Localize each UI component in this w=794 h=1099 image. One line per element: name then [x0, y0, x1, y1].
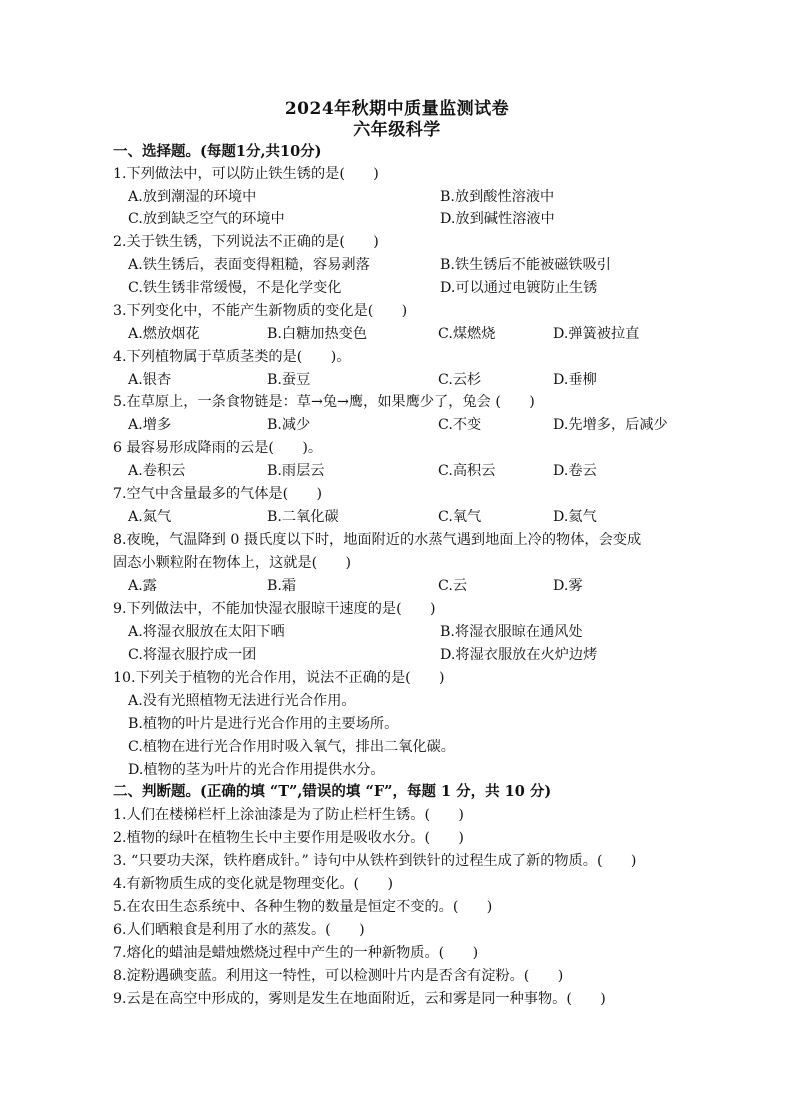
option-c: C.云: [438, 578, 468, 594]
judgement-item: 4.有新物质生成的变化就是物理变化。( ): [113, 876, 393, 892]
option-a: A.铁生锈后，表面变得粗糙，容易剥落: [128, 257, 370, 273]
option-a: A.放到潮湿的环境中: [128, 189, 257, 205]
option-d: D.氦气: [553, 509, 597, 525]
option-b: B.霜: [267, 578, 297, 594]
option-c: C.植物在进行光合作用时吸入氧气，排出二氧化碳。: [128, 739, 455, 755]
option-a: A.增多: [128, 417, 172, 433]
judgement-item: 7.熔化的蜡油是蜡烛燃烧过程中产生的一种新物质。( ): [113, 945, 479, 961]
option-a: A.露: [128, 578, 157, 594]
option-a: A.银杏: [128, 372, 172, 388]
judgement-item: 1.人们在楼梯栏杆上涂油漆是为了防止栏杆生锈。( ): [113, 807, 464, 823]
judgement-item: 9.云是在高空中形成的，雾则是发生在地面附近，云和雾是同一种事物。( ): [113, 991, 606, 1007]
question-stem: 10.下列关于植物的光合作用，说法不正确的是( ): [113, 670, 445, 686]
section2-heading: 二、判断题。(正确的填 “T”,错误的填 “F”，每题 1 分，共 10 分): [113, 783, 552, 800]
option-c: C.放到缺乏空气的环境中: [128, 211, 285, 227]
option-a: A.燃放烟花: [128, 326, 200, 342]
option-d: D.植物的茎为叶片的光合作用提供水分。: [128, 762, 385, 778]
option-c: C.云杉: [438, 372, 482, 388]
option-b: B.铁生锈后不能被磁铁吸引: [440, 257, 611, 273]
option-b: B.植物的叶片是进行光合作用的主要场所。: [128, 716, 399, 732]
option-c: C.氧气: [438, 509, 482, 525]
option-d: D.卷云: [553, 463, 597, 479]
question-stem: 4.下列植物属于草质茎类的是( )。: [113, 349, 351, 365]
question-stem: 5.在草原上，一条食物链是：草→兔→鹰，如果鹰少了，兔会 ( ): [113, 394, 535, 410]
option-b: B.放到酸性溶液中: [440, 189, 555, 205]
option-b: B.白糖加热变色: [267, 326, 368, 342]
judgement-item: 5.在农田生态系统中、各种生物的数量是恒定不变的。( ): [113, 899, 493, 915]
judgement-item: 2.植物的绿叶在植物生长中主要作用是吸收水分。( ): [113, 830, 464, 846]
option-d: D.雾: [553, 578, 583, 594]
option-a: A.没有光照植物无法进行光合作用。: [128, 693, 356, 709]
option-d: D.放到碱性溶液中: [440, 211, 555, 227]
option-b: B.雨层云: [267, 463, 325, 479]
question-stem: 8.夜晚，气温降到 0 摄氏度以下时，地面附近的水蒸气遇到地面上冷的物体，会变成: [113, 532, 642, 548]
question-stem-continued: 固态小颗粒附在物体上，这就是( ): [113, 555, 352, 571]
option-d: D.先增多，后减少: [553, 417, 668, 433]
section1-heading: 一、选择题。(每题1分,共10分): [113, 143, 322, 160]
option-a: A.氮气: [128, 509, 172, 525]
option-c: C.高积云: [438, 463, 496, 479]
option-d: D.垂柳: [553, 372, 597, 388]
option-b: B.将湿衣服晾在通风处: [440, 624, 583, 640]
judgement-item: 8.淀粉遇碘变蓝。利用这一特性，可以检测叶片内是否含有淀粉。( ): [113, 968, 564, 984]
exam-subtitle: 六年级科学: [353, 120, 441, 140]
question-stem: 2.关于铁生锈，下列说法不正确的是( ): [113, 234, 379, 250]
option-a: A.将湿衣服放在太阳下晒: [128, 624, 285, 640]
option-c: C.不变: [438, 417, 482, 433]
option-a: A.卷积云: [128, 463, 186, 479]
option-c: C.铁生锈非常缓慢，不是化学变化: [128, 280, 342, 296]
option-d: D.可以通过电镀防止生锈: [440, 280, 598, 296]
option-c: C.将湿衣服拧成一团: [128, 647, 257, 663]
question-stem: 1.下列做法中，可以防止铁生锈的是( ): [113, 166, 379, 182]
question-stem: 7.空气中含量最多的气体是( ): [113, 486, 323, 502]
judgement-item: 6.人们晒粮食是利用了水的蒸发。( ): [113, 922, 365, 938]
option-d: D.弹簧被拉直: [553, 326, 640, 342]
question-stem: 6 最容易形成降雨的云是( )。: [113, 440, 323, 456]
option-b: B.蚕豆: [267, 372, 311, 388]
exam-title: 2024年秋期中质量监测试卷: [284, 99, 510, 119]
option-c: C.煤燃烧: [438, 326, 496, 342]
option-d: D.将湿衣服放在火炉边烤: [440, 647, 598, 663]
option-b: B.减少: [267, 417, 311, 433]
question-stem: 3.下列变化中，不能产生新物质的变化是( ): [113, 303, 408, 319]
judgement-item: 3. “只要功夫深，铁杵磨成针。” 诗句中从铁杵到铁针的过程生成了新的物质。( ): [113, 853, 637, 869]
question-stem: 9.下列做法中，不能加快湿衣服晾干速度的是( ): [113, 601, 436, 617]
option-b: B.二氧化碳: [267, 509, 339, 525]
